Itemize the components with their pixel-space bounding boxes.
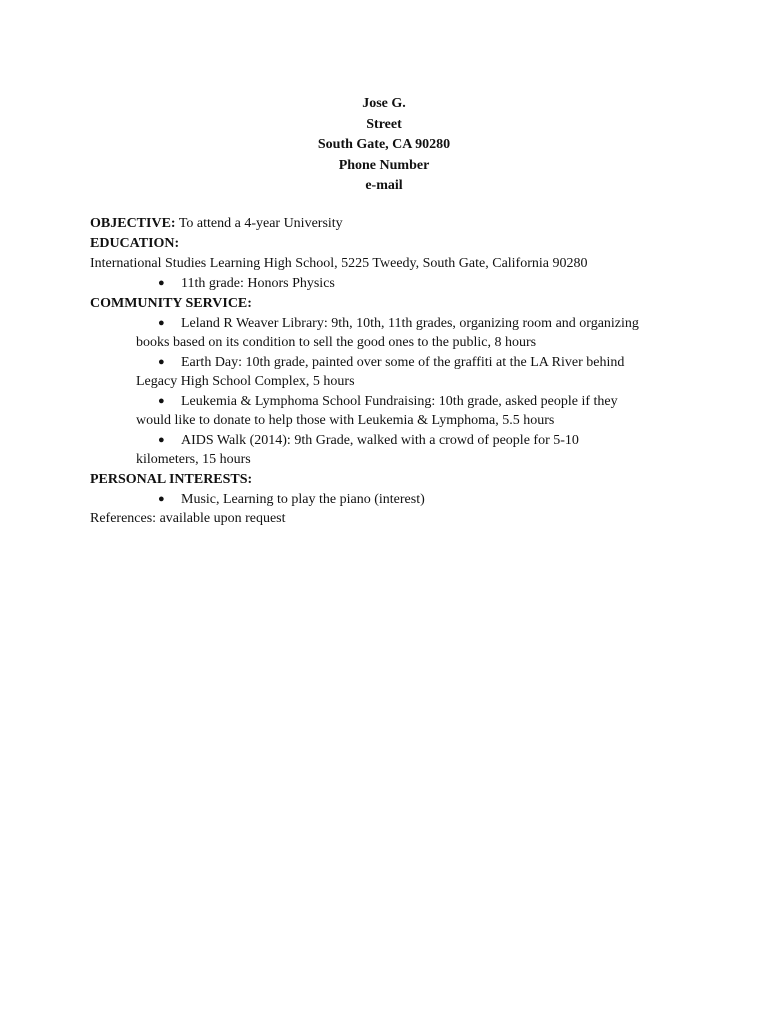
list-item	[90, 431, 690, 470]
list-item	[90, 353, 690, 392]
objective-text: To attend a 4-year University	[178, 216, 343, 231]
list-item	[90, 314, 690, 353]
objective-section	[90, 214, 690, 234]
list-item-continuation: kilometers, 15 hours	[136, 452, 251, 467]
list-item-text: Leukemia & Lymphoma School Fundraising: 10th grade, asked people if they	[181, 393, 618, 409]
city-state-zip: South Gate, CA 90280	[317, 137, 451, 152]
street-address: Street	[366, 116, 402, 132]
list-item	[90, 392, 690, 431]
bullet-icon: ●	[158, 316, 165, 329]
list-item-text: Earth Day: 10th grade, painted over some of the graffiti at the LA River behind	[181, 354, 625, 370]
education-heading: EDUCATION:	[90, 236, 180, 251]
list-item-text: Leland R Weaver Library: 9th, 10th, 11th grades, organizing room and organizing	[181, 315, 639, 331]
bullet-icon: ●	[158, 394, 165, 407]
resume-body	[90, 214, 690, 529]
list-item-continuation: books based on its condition to sell the good ones to the public, 8 hours	[136, 335, 537, 350]
list-item-text: 11th grade: Honors Physics	[181, 276, 335, 291]
list-item-continuation: would like to donate to help those with Leukemia & Lymphoma, 5.5 hours	[136, 413, 555, 428]
personal-interests-heading: PERSONAL INTERESTS:	[90, 471, 253, 487]
objective-heading: OBJECTIVE:	[90, 216, 176, 231]
email-address: e-mail	[365, 178, 403, 193]
list-item	[90, 490, 690, 510]
resume-header	[0, 94, 768, 197]
school-line: International Studies Learning High School, 5225 Tweedy, South Gate, California 90280	[90, 256, 588, 271]
list-item-text: Music, Learning to play the piano (interest)	[181, 491, 425, 507]
bullet-icon: ●	[158, 492, 165, 505]
community-service-heading: COMMUNITY SERVICE:	[90, 295, 252, 311]
bullet-icon: ●	[158, 277, 165, 289]
references-line: References: available upon request	[90, 511, 286, 526]
list-item	[90, 274, 690, 294]
applicant-name: Jose G.	[362, 96, 406, 111]
bullet-icon: ●	[158, 433, 165, 446]
list-item-continuation: Legacy High School Complex, 5 hours	[136, 374, 355, 389]
phone-number: Phone Number	[338, 157, 430, 173]
bullet-icon: ●	[158, 355, 165, 368]
list-item-text: AIDS Walk (2014): 9th Grade, walked with a crowd of people for 5-10	[181, 432, 579, 448]
